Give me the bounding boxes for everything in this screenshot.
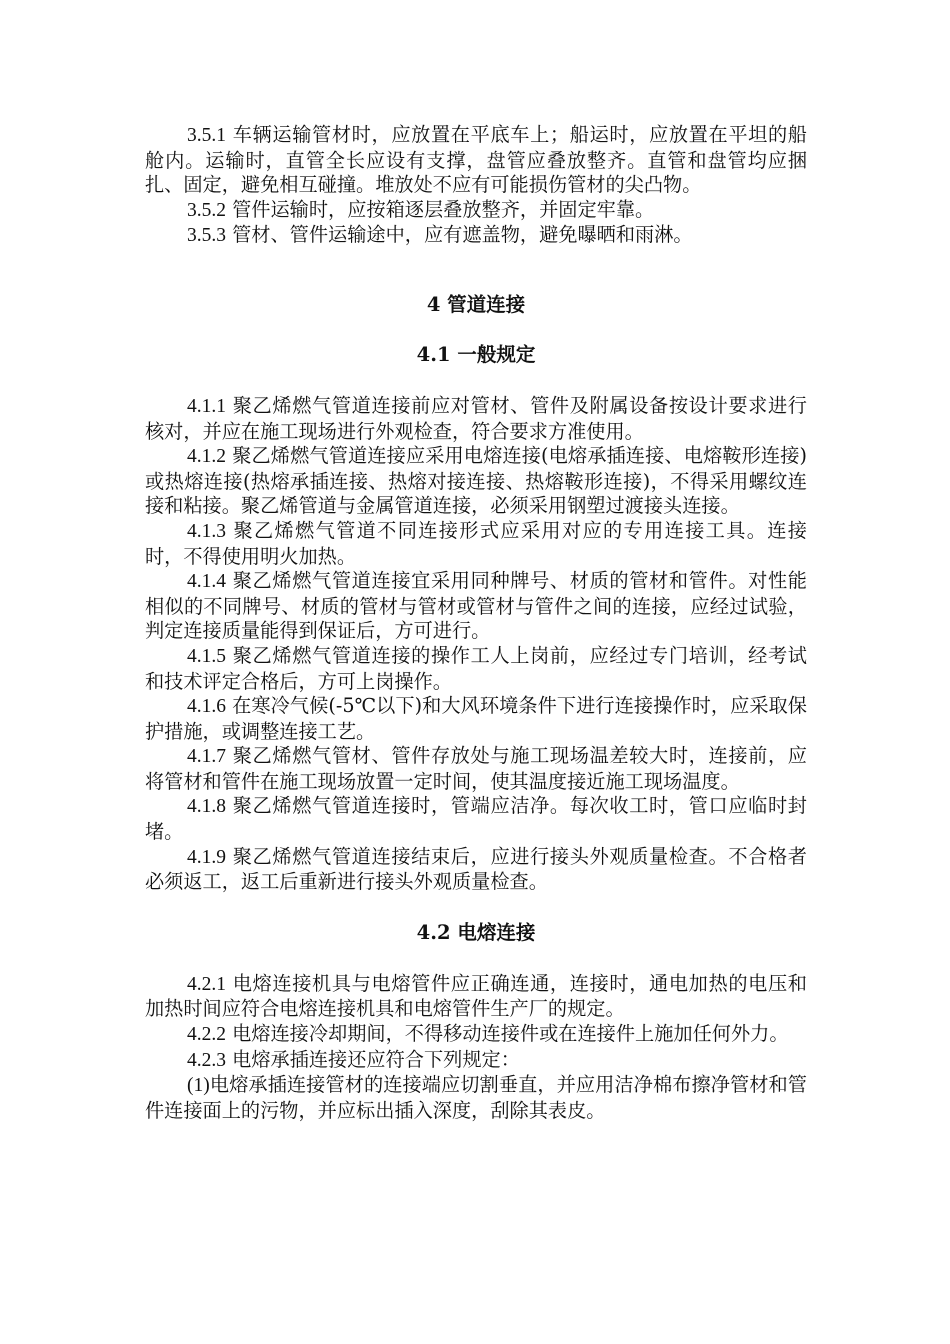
clause-text: 管件运输时，应按箱逐层叠放整齐，并固定牢靠。	[226, 197, 655, 221]
clause-text: 电熔连接冷却期间，不得移动连接件或在连接件上施加任何外力。	[226, 1022, 789, 1046]
clause-4-2-3-item-1	[145, 1073, 807, 1123]
clause-4-2-3	[145, 1048, 807, 1074]
section-heading-4-1: 4.1 一般规定	[416, 342, 536, 366]
clause-4-2-2	[145, 1022, 807, 1048]
clause-text: 管材、管件运输途中，应有遮盖物，避免曝晒和雨淋。	[226, 223, 693, 247]
clause-text: 在寒冷气候(-5℃以下)和大风环境条件下进行连接操作时，应采取保护措施，或调整连接工艺。	[145, 694, 807, 743]
clause-text: 聚乙烯燃气管道连接应采用电熔连接(电熔承插连接、电熔鞍形连接)或热熔连接(热熔承插连接、热熔对接连接、热熔鞍形连接)，不得采用螺纹连接和粘接。聚乙烯管道与金属管道连接，必须采用钢塑过渡接头连接。	[145, 444, 807, 518]
clause-4-1-3	[145, 519, 807, 569]
document-body	[145, 123, 807, 1123]
clause-number: 4.1.9	[187, 846, 226, 868]
clause-3-5-1	[145, 123, 807, 198]
clause-number: 4.1.3	[187, 520, 226, 542]
clause-text: 电熔承插连接管材的连接端应切割垂直，并应用洁净棉布擦净管材和管件连接面上的污物，并应标出插入深度，刮除其表皮。	[145, 1073, 807, 1122]
clause-number: 4.1.5	[187, 645, 226, 667]
clause-3-5-2	[145, 198, 807, 224]
clause-3-5-3	[145, 223, 807, 249]
clause-4-2-1	[145, 972, 807, 1022]
clause-text: 聚乙烯燃气管道连接结束后，应进行接头外观质量检查。不合格者必须返工，返工后重新进行接头外观质量检查。	[145, 844, 807, 894]
clause-4-1-1	[145, 394, 807, 444]
clause-number: 4.2.2	[187, 1024, 226, 1046]
clause-4-1-7	[145, 744, 807, 794]
clause-text: 车辆运输管材时，应放置在平底车上；船运时，应放置在平坦的船舱内。运输时，直管全长应设有支撑，盘管应叠放整齐。直管和盘管均应捆扎、固定，避免相互碰撞。堆放处不应有可能损伤管材的尖凸物。	[145, 123, 807, 197]
clause-number: 4.1.1	[187, 395, 226, 417]
clause-number: 3.5.1	[187, 125, 226, 146]
clause-4-1-5	[145, 644, 807, 694]
clause-4-1-9	[145, 845, 807, 895]
section-heading-4-2: 4.2 电熔连接	[416, 920, 536, 944]
clause-text: 聚乙烯燃气管道连接前应对管材、管件及附属设备按设计要求进行核对，并应在施工现场进行外观检查，符合要求方准使用。	[145, 393, 807, 443]
clause-text: 聚乙烯燃气管道连接宜采用同种牌号、材质的管材和管件。对性能相似的不同牌号、材质的管材与管材或管材与管件之间的连接，应经过试验，判定连接质量能得到保证后，方可进行。	[145, 569, 807, 643]
clause-number: 4.2.1	[187, 973, 226, 995]
clause-number: 4.1.6	[187, 696, 226, 718]
clause-number: 4.2.3	[187, 1049, 226, 1071]
clause-text: 聚乙烯燃气管道不同连接形式应采用对应的专用连接工具。连接时，不得使用明火加热。	[145, 518, 807, 568]
clause-4-1-6	[145, 694, 807, 744]
clause-number: (1)	[187, 1075, 210, 1097]
clause-4-1-8	[145, 794, 807, 844]
clause-number: 4.1.8	[187, 796, 226, 818]
clause-4-1-4	[145, 569, 807, 644]
clause-text: 聚乙烯燃气管材、管件存放处与施工现场温差较大时，连接前，应将管材和管件在施工现场放置一定时间，使其温度接近施工现场温度。	[145, 744, 807, 793]
clause-number: 4.1.7	[187, 746, 226, 768]
clause-number: 3.5.2	[187, 199, 226, 221]
clause-number: 4.1.2	[187, 446, 226, 468]
clause-number: 4.1.4	[187, 571, 226, 593]
clause-text: 聚乙烯燃气管道连接的操作工人上岗前，应经过专门培训，经考试和技术评定合格后，方可上岗操作。	[145, 643, 807, 693]
clause-number: 3.5.3	[187, 225, 226, 247]
clause-text: 电熔连接机具与电熔管件应正确连通，连接时，通电加热的电压和加热时间应符合电熔连接机具和电熔管件生产厂的规定。	[145, 971, 807, 1021]
clause-4-1-2	[145, 444, 807, 519]
clause-text: 聚乙烯燃气管道连接时，管端应洁净。每次收工时，管口应临时封堵。	[145, 794, 807, 844]
clause-text: 电熔承插连接还应符合下列规定：	[226, 1047, 520, 1071]
chapter-heading: 4 管道连接	[426, 292, 526, 316]
